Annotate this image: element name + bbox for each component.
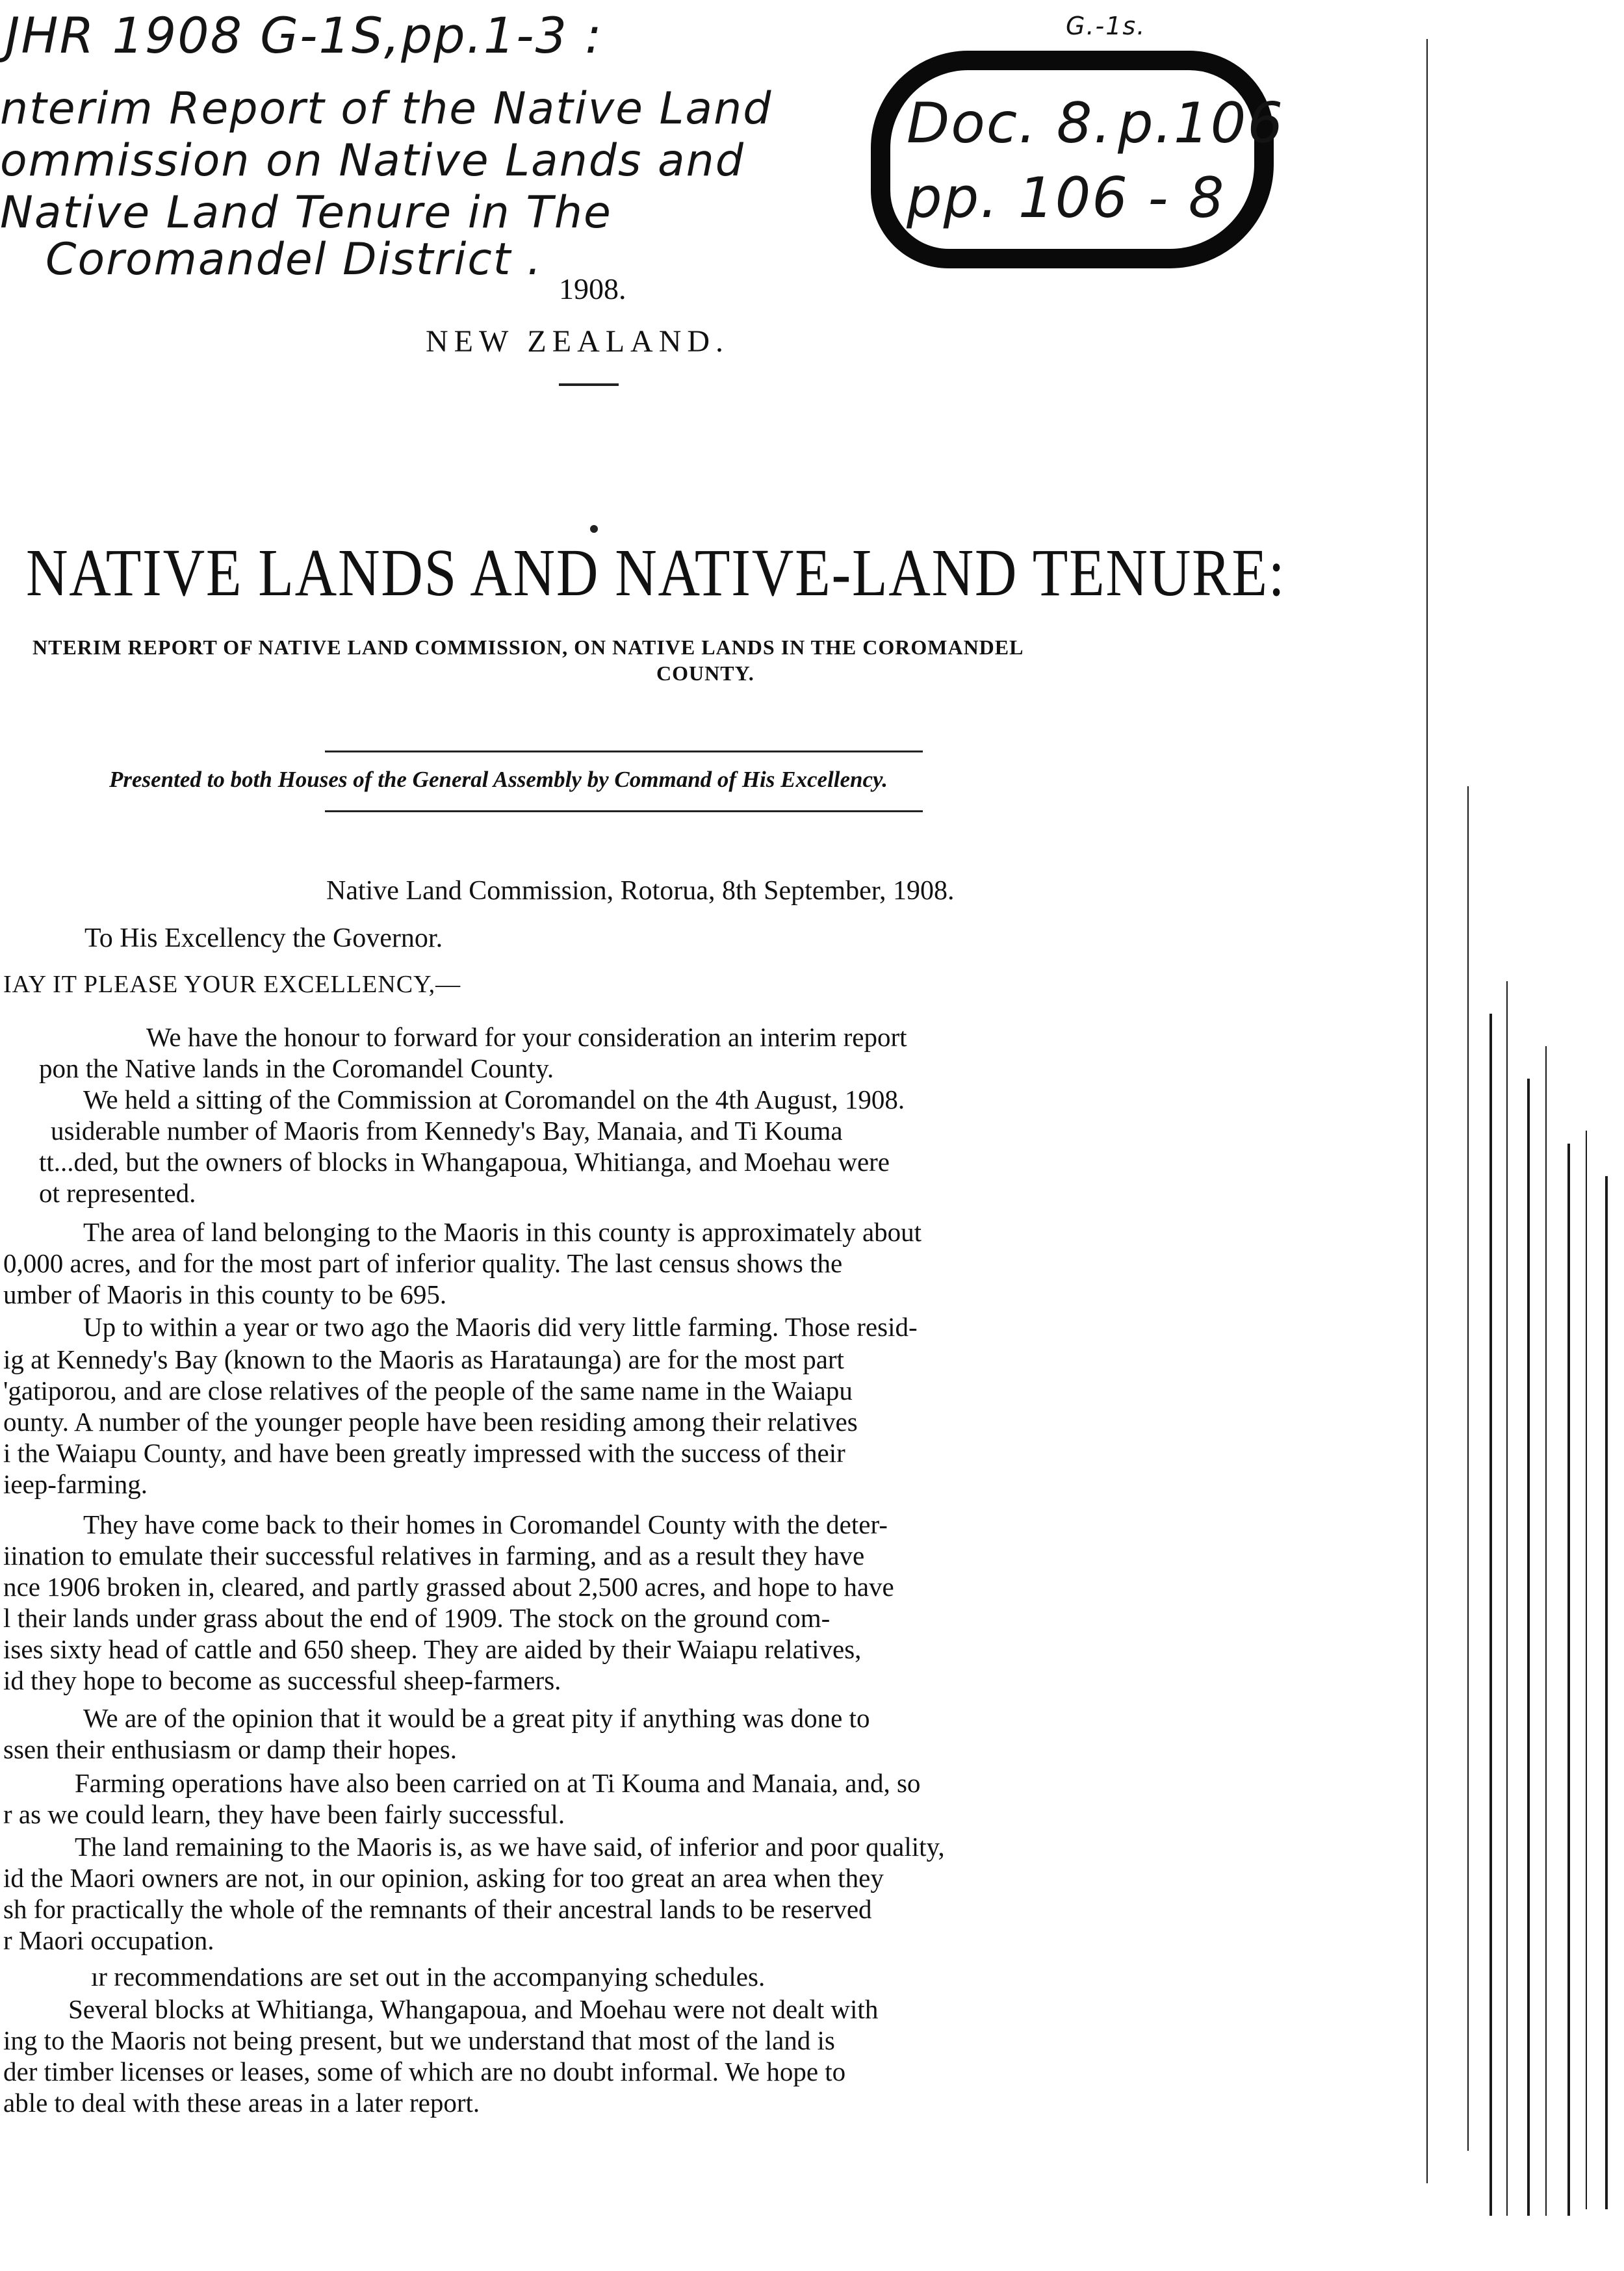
body-line: The land remaining to the Maoris is, as we have said, of inferior and poor quality, [75, 1832, 945, 1862]
body-line: sh for practically the whole of the remnants of their ancestral lands to be reserved [3, 1894, 872, 1924]
body-line: pon the Native lands in the Coromandel County. [39, 1053, 554, 1083]
body-line: iination to emulate their successful relatives in farming, and as a result they have [3, 1541, 865, 1571]
body-line: They have come back to their homes in Coromandel County with the deter- [83, 1509, 888, 1539]
body-line: ssen their enthusiasm or damp their hopes. [3, 1734, 458, 1764]
handwritten-title-line-3: Native Land Tenure in The [0, 187, 612, 238]
handwritten-title-line-1: nterim Report of the Native Land [0, 83, 773, 135]
body-line: ing to the Maoris not being present, but we understand that most of the land is [3, 2025, 835, 2055]
archive-reference: JHR 1908 G-1S,pp.1-3 : [5, 6, 603, 64]
body-line: We have the honour to forward for your consideration an interim report [146, 1022, 907, 1052]
presented-rule-bottom [325, 810, 923, 812]
body-line: r as we could learn, they have been fairly successful. [3, 1799, 565, 1829]
salutation: To His Excellency the Governor. [84, 923, 443, 953]
formal-address: IAY IT PLEASE YOUR EXCELLENCY,— [3, 971, 461, 998]
body-line: Farming operations have also been carried on at Ti Kouma and Manaia, and, so [75, 1768, 921, 1798]
body-line: Several blocks at Whitianga, Whangapoua, and Moehau were not dealt with [68, 1994, 879, 2024]
presented-rule-top [325, 751, 923, 752]
doc-ref-number: Doc. 8. [907, 91, 1113, 156]
presented-line: Presented to both Houses of the General Assembly by Command of His Excellency. [109, 767, 888, 792]
header-rule [559, 383, 619, 386]
body-line: nce 1906 broken in, cleared, and partly grassed about 2,500 acres, and hope to have [3, 1572, 894, 1602]
country-heading: NEW ZEALAND. [426, 324, 730, 359]
body-line: i the Waiapu County, and have been greatly impressed with the success of their [3, 1438, 845, 1468]
body-line: usiderable number of Maoris from Kennedy's Bay, Manaia, and Ti Kouma [51, 1116, 843, 1146]
subtitle-line-1: NTERIM REPORT OF NATIVE LAND COMMISSION, ON NATIVE LANDS IN THE COROMANDEL [32, 635, 1024, 659]
body-line: r Maori occupation. [3, 1925, 214, 1955]
body-line: We are of the opinion that it would be a great pity if anything was done to [83, 1703, 870, 1733]
body-line: l their lands under grass about the end of 1909. The stock on the ground com- [3, 1603, 831, 1633]
body-line: ot represented. [39, 1178, 196, 1208]
body-line: ieep-farming. [3, 1469, 148, 1499]
subtitle-line-2: COUNTY. [656, 661, 754, 685]
body-line: ounty. A number of the younger people have been residing among their relatives [3, 1407, 858, 1437]
dateline: Native Land Commission, Rotorua, 8th September, 1908. [326, 876, 955, 906]
handwritten-title-line-2: ommission on Native Lands and [0, 135, 745, 186]
handwritten-title-line-4: Coromandel District . [45, 234, 543, 285]
body-line: id the Maori owners are not, in our opinion, asking for too great an area when they [3, 1863, 884, 1893]
body-line: Up to within a year or two ago the Maoris did very little farming. Those resid- [83, 1312, 918, 1342]
title-dot [590, 525, 598, 533]
body-line: umber of Maoris in this county to be 695. [3, 1279, 447, 1309]
page-title: NATIVE LANDS AND NATIVE-LAND TENURE: [26, 535, 1286, 610]
publication-year: 1908. [559, 272, 626, 305]
body-line: 'gatiporou, and are close relatives of the people of the same name in the Waiapu [3, 1376, 853, 1405]
body-line: 0,000 acres, and for the most part of inferior quality. The last census shows the [3, 1248, 843, 1278]
scan-binding-edge [1417, 39, 1618, 2222]
body-line: ises sixty head of cattle and 650 sheep. They are aided by their Waiapu relatives, [3, 1634, 862, 1664]
body-line: We held a sitting of the Commission at Coromandel on the 4th August, 1908. [83, 1084, 905, 1114]
body-line: tt...ded, but the owners of blocks in Whangapoua, Whitianga, and Moehau were [39, 1147, 890, 1177]
body-line: id they hope to become as successful sheep-farmers. [3, 1665, 561, 1695]
body-line: ır recommendations are set out in the accompanying schedules. [91, 1962, 766, 1992]
body-line: der timber licenses or leases, some of which are no doubt informal. We hope to [3, 2057, 846, 2086]
body-line: able to deal with these areas in a later report. [3, 2088, 480, 2118]
corner-mark: G.-1s. [1066, 12, 1146, 40]
body-line: ig at Kennedy's Bay (known to the Maoris as Harataunga) are for the most part [3, 1344, 844, 1374]
doc-ref-page: p.106 [1118, 91, 1285, 156]
document-reference-stamp [871, 51, 1274, 268]
body-line: The area of land belonging to the Maoris in this county is approximately about [83, 1217, 922, 1247]
doc-ref-page-range: pp. 106 - 8 [907, 166, 1226, 231]
